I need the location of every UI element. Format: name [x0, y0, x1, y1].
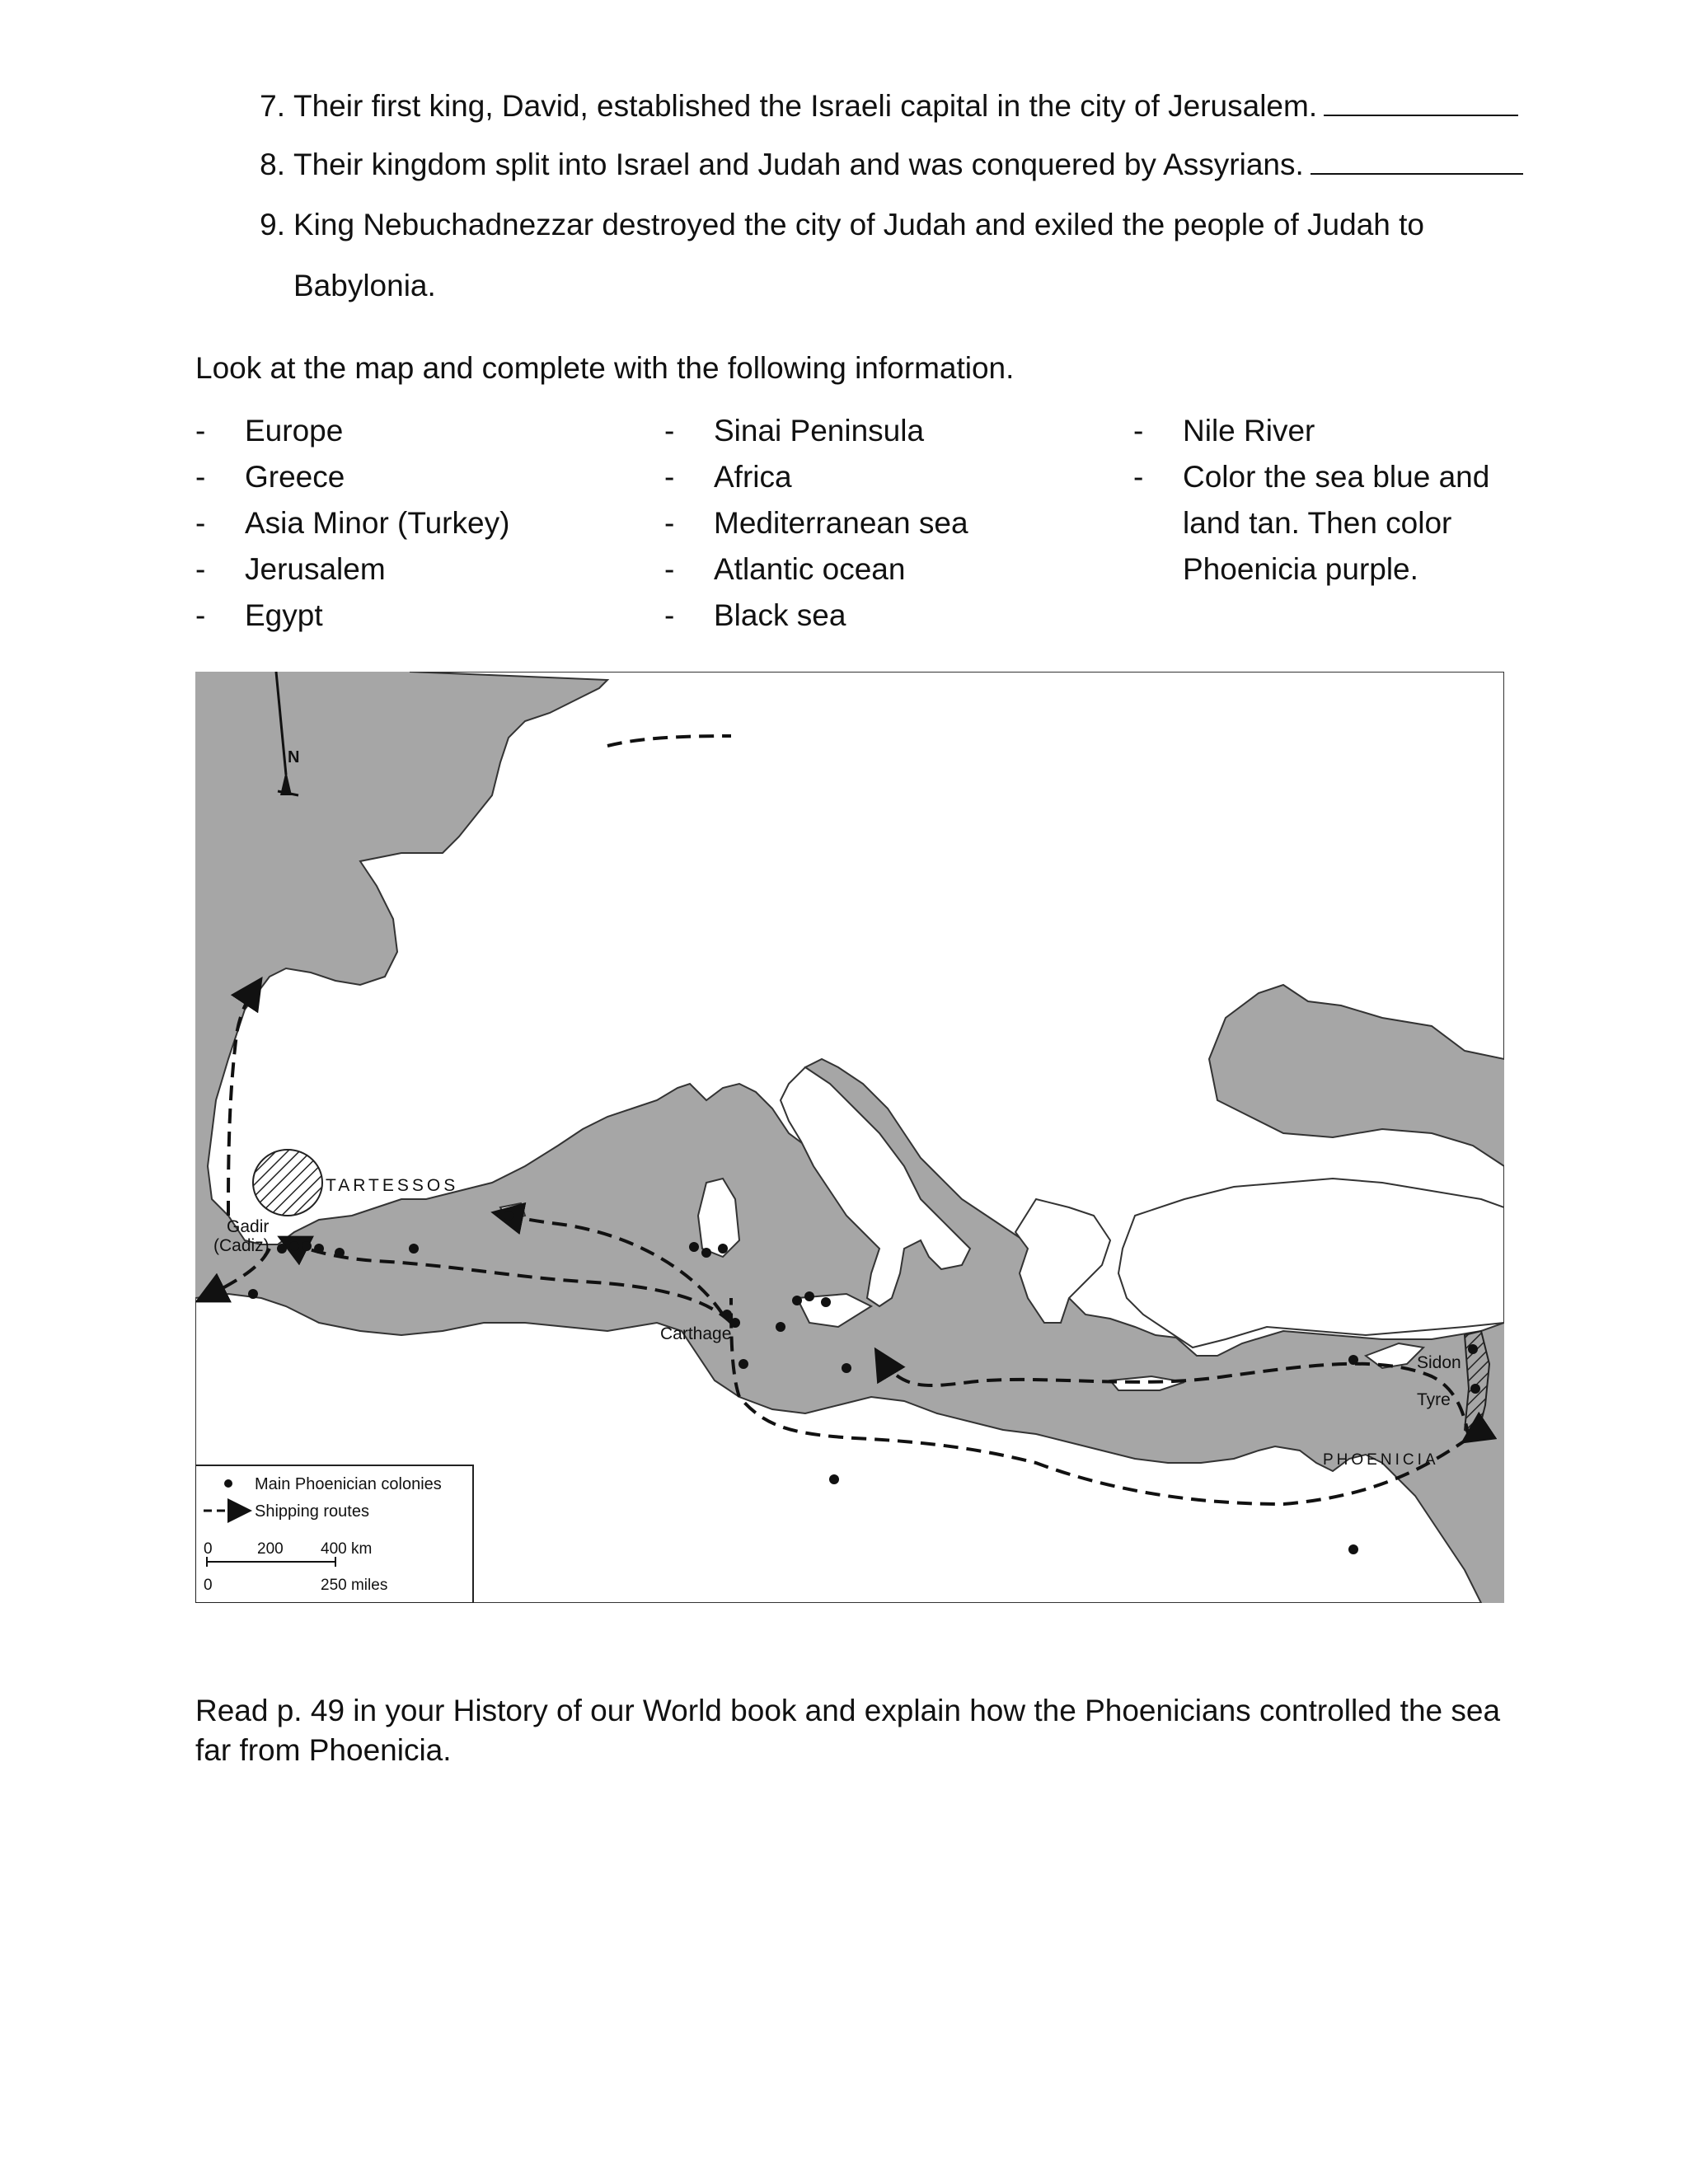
scale-mile-0: 0 — [204, 1577, 213, 1594]
final-question-line-2: far from Phoenicia. — [195, 1733, 452, 1767]
question-text: King Nebuchadnezzar destroyed the city of Judah and exiled the people of Judah to — [293, 208, 1424, 241]
tartessos-label: TARTESSOS — [326, 1176, 459, 1195]
list-item: - Black sea — [664, 598, 846, 632]
term-list-2 — [664, 414, 1093, 644]
list-item: - Egypt — [195, 598, 323, 632]
question-8 — [239, 147, 1508, 183]
list-item: - Asia Minor (Turkey) — [195, 506, 510, 540]
term-list-3 — [1133, 414, 1512, 598]
list-item: - Mediterranean sea — [664, 506, 968, 540]
list-item: - Greece — [195, 460, 345, 494]
question-text: Their first king, David, established the Israeli capital in the city of Jerusalem. — [293, 89, 1318, 123]
color-instruction: - Color the sea blue and land tan. Then color Phoenicia purple. — [1133, 460, 1490, 586]
tyre-label: Tyre — [1417, 1390, 1451, 1409]
tartessos-region — [253, 1150, 322, 1216]
scale-km-400: 400 km — [321, 1540, 373, 1558]
final-question-line-1: Read p. 49 in your History of our World book and explain how the Phoenicians controlled the sea — [195, 1694, 1501, 1727]
question-9 — [239, 207, 1508, 306]
scale-mile-250: 250 miles — [321, 1577, 388, 1594]
carthage-label: Carthage — [660, 1324, 732, 1343]
gadir-label: Gadir — [227, 1217, 270, 1236]
final-question — [195, 1691, 1514, 1770]
list-item: - Jerusalem — [195, 552, 386, 586]
list-item: - Africa — [664, 460, 792, 494]
map-legend — [195, 1465, 473, 1603]
question-number: 8. — [260, 148, 285, 181]
answer-blank[interactable] — [1311, 148, 1523, 175]
list-item: - Nile River — [1133, 414, 1315, 448]
question-7 — [239, 88, 1508, 124]
cadiz-label: (Cadiz) — [213, 1236, 270, 1255]
list-item: - Sinai Peninsula — [664, 414, 925, 448]
answer-blank[interactable] — [1324, 90, 1518, 116]
north-label: N — [288, 748, 300, 766]
list-item: - Europe — [195, 414, 344, 448]
question-number: 9. — [260, 208, 285, 241]
scale-km-200: 200 — [257, 1540, 284, 1558]
question-text-continued: Babylonia. — [293, 269, 436, 302]
asia-minor-land — [1118, 1179, 1504, 1347]
legend-routes-label: Shipping routes — [255, 1502, 369, 1521]
scale-km-0: 0 — [204, 1540, 213, 1558]
phoenicia-map — [195, 672, 1504, 1603]
map-instruction: Look at the map and complete with the following information. — [195, 351, 1015, 385]
question-text: Their kingdom split into Israel and Judah and was conquered by Assyrians. — [293, 148, 1304, 181]
question-number: 7. — [260, 89, 285, 123]
term-list-1 — [195, 414, 607, 644]
legend-colonies-label: Main Phoenician colonies — [255, 1475, 442, 1493]
phoenicia-label: PHOENICIA — [1323, 1451, 1439, 1469]
list-item: - Atlantic ocean — [664, 552, 906, 586]
sidon-label: Sidon — [1417, 1353, 1461, 1372]
